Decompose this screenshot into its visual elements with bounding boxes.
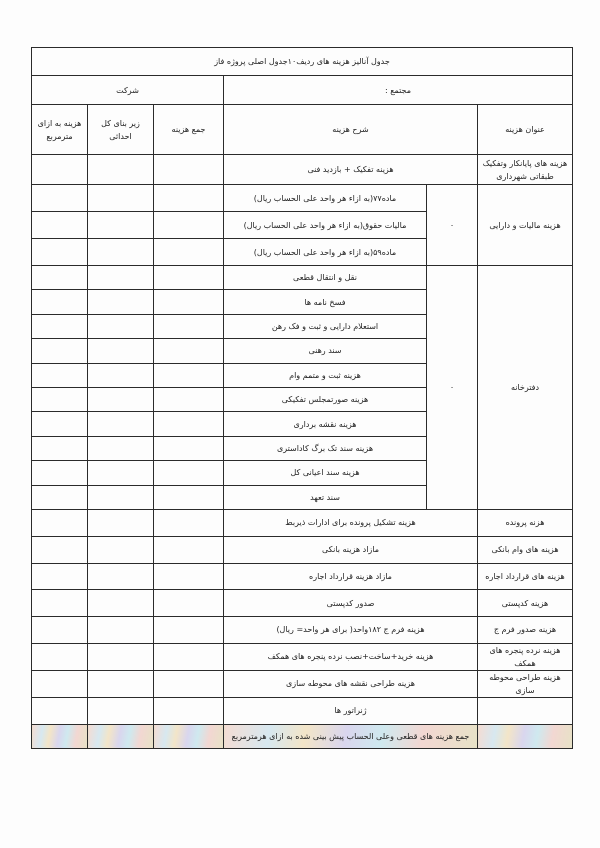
cost-per-sqm-cell[interactable] bbox=[32, 266, 88, 290]
header-cost-title: عنوان هزینه bbox=[478, 105, 573, 155]
item-description: فسخ نامه ها bbox=[224, 290, 427, 314]
group-title: هزینه های وام بانکی bbox=[478, 536, 573, 563]
built-area-cell[interactable] bbox=[88, 185, 154, 212]
item-description: هزینه نقشه برداری bbox=[224, 412, 427, 436]
cost-per-sqm-cell[interactable] bbox=[32, 155, 88, 185]
built-area-cell[interactable] bbox=[88, 387, 154, 411]
cost-total-cell[interactable] bbox=[154, 590, 224, 617]
company-label: شرکت bbox=[32, 76, 224, 105]
cost-per-sqm-cell[interactable] bbox=[32, 536, 88, 563]
table-row bbox=[32, 643, 573, 670]
built-area-cell[interactable] bbox=[88, 509, 154, 536]
item-description: مازاد هزینه بانکی bbox=[224, 536, 478, 563]
cost-per-sqm-cell[interactable] bbox=[32, 485, 88, 509]
group-value: ۰ bbox=[427, 266, 478, 510]
group-title: هزینه طراحی محوطه سازی bbox=[478, 670, 573, 697]
cost-total-cell[interactable] bbox=[154, 155, 224, 185]
group-title: هزینه کدپستی bbox=[478, 590, 573, 617]
table-row bbox=[32, 266, 573, 290]
cost-total-cell[interactable] bbox=[154, 461, 224, 485]
cost-per-sqm-cell[interactable] bbox=[32, 387, 88, 411]
footer-cost-per-sqm-cell[interactable] bbox=[32, 724, 88, 748]
built-area-cell[interactable] bbox=[88, 670, 154, 697]
cost-total-cell[interactable] bbox=[154, 412, 224, 436]
item-description: ژنراتور ها bbox=[224, 697, 478, 724]
built-area-cell[interactable] bbox=[88, 412, 154, 436]
built-area-cell[interactable] bbox=[88, 436, 154, 460]
group-title: هزنه پرونده bbox=[478, 509, 573, 536]
cost-per-sqm-cell[interactable] bbox=[32, 239, 88, 266]
cost-analysis-table bbox=[31, 47, 573, 749]
cost-per-sqm-cell[interactable] bbox=[32, 363, 88, 387]
item-description: هزینه تفکیک + بازدید فنی bbox=[224, 155, 478, 185]
cost-total-cell[interactable] bbox=[154, 387, 224, 411]
item-description: سند تعهد bbox=[224, 485, 427, 509]
item-description: هزینه تشکیل پرونده برای ادارات ذیربط bbox=[224, 509, 478, 536]
cost-total-cell[interactable] bbox=[154, 509, 224, 536]
item-description: ماده۵۹(به ازاء هر واحد علی الحساب ریال) bbox=[224, 239, 427, 266]
group-title: هزینه نرده پنجره های همکف bbox=[478, 643, 573, 670]
cost-per-sqm-cell[interactable] bbox=[32, 509, 88, 536]
cost-total-cell[interactable] bbox=[154, 266, 224, 290]
footer-label: جمع هزینه های قطعی وعلی الحساب پیش بینی شده به ازای هرمترمربع bbox=[224, 724, 478, 748]
cost-total-cell[interactable] bbox=[154, 536, 224, 563]
built-area-cell[interactable] bbox=[88, 155, 154, 185]
cost-total-cell[interactable] bbox=[154, 697, 224, 724]
table-row bbox=[32, 563, 573, 590]
cost-per-sqm-cell[interactable] bbox=[32, 590, 88, 617]
cost-total-cell[interactable] bbox=[154, 436, 224, 460]
built-area-cell[interactable] bbox=[88, 536, 154, 563]
cost-per-sqm-cell[interactable] bbox=[32, 212, 88, 239]
item-description: هزینه طراحی نقشه های محوطه سازی bbox=[224, 670, 478, 697]
cost-per-sqm-cell[interactable] bbox=[32, 314, 88, 338]
cost-per-sqm-cell[interactable] bbox=[32, 290, 88, 314]
cost-per-sqm-cell[interactable] bbox=[32, 697, 88, 724]
group-value: ۰ bbox=[427, 185, 478, 266]
complex-company-row bbox=[32, 76, 573, 105]
group-title: هزینه های پایانکار وتفکیک طبقاتی شهرداری bbox=[478, 155, 573, 185]
header-cost-total: جمع هزینه bbox=[154, 105, 224, 155]
header-row bbox=[32, 105, 573, 155]
built-area-cell[interactable] bbox=[88, 314, 154, 338]
header-cost-per-sqm: هزینه به ازای مترمربع bbox=[32, 105, 88, 155]
item-description: مازاد هزینه قرارداد اجاره bbox=[224, 563, 478, 590]
cost-total-cell[interactable] bbox=[154, 617, 224, 644]
cost-total-cell[interactable] bbox=[154, 363, 224, 387]
table-row bbox=[32, 185, 573, 212]
footer-built-area-cell[interactable] bbox=[88, 724, 154, 748]
built-area-cell[interactable] bbox=[88, 239, 154, 266]
item-description: هزینه فرم ج ۱۸۲واحد( برای هر واحد= ریال) bbox=[224, 617, 478, 644]
table-row bbox=[32, 536, 573, 563]
cost-per-sqm-cell[interactable] bbox=[32, 339, 88, 363]
built-area-cell[interactable] bbox=[88, 563, 154, 590]
cost-per-sqm-cell[interactable] bbox=[32, 617, 88, 644]
cost-per-sqm-cell[interactable] bbox=[32, 461, 88, 485]
complex-label: مجتمع : bbox=[224, 76, 573, 105]
cost-per-sqm-cell[interactable] bbox=[32, 643, 88, 670]
built-area-cell[interactable] bbox=[88, 266, 154, 290]
built-area-cell[interactable] bbox=[88, 617, 154, 644]
item-description: صدور کدپستی bbox=[224, 590, 478, 617]
table-row bbox=[32, 670, 573, 697]
cost-total-cell[interactable] bbox=[154, 485, 224, 509]
cost-total-cell[interactable] bbox=[154, 212, 224, 239]
cost-per-sqm-cell[interactable] bbox=[32, 436, 88, 460]
item-description: هزینه ثبت و متمم وام bbox=[224, 363, 427, 387]
cost-per-sqm-cell[interactable] bbox=[32, 185, 88, 212]
title-row bbox=[32, 48, 573, 76]
item-description: استعلام دارایی و ثبت و فک رهن bbox=[224, 314, 427, 338]
item-description: هزینه خرید+ساخت+نصب نرده پنجره های همکف bbox=[224, 643, 478, 670]
cost-total-cell[interactable] bbox=[154, 314, 224, 338]
item-description: مالیات حقوق(به ازاء هر واحد علی الحساب ریال) bbox=[224, 212, 427, 239]
built-area-cell[interactable] bbox=[88, 590, 154, 617]
built-area-cell[interactable] bbox=[88, 643, 154, 670]
group-title: دفترخانه bbox=[478, 266, 573, 510]
footer-cost-total-cell[interactable] bbox=[154, 724, 224, 748]
cost-per-sqm-cell[interactable] bbox=[32, 563, 88, 590]
item-description: هزینه سند تک برگ کاداستری bbox=[224, 436, 427, 460]
table-row bbox=[32, 155, 573, 185]
built-area-cell[interactable] bbox=[88, 339, 154, 363]
built-area-cell[interactable] bbox=[88, 461, 154, 485]
cost-per-sqm-cell[interactable] bbox=[32, 412, 88, 436]
header-total-built-area: زیر بنای کل احداثی bbox=[88, 105, 154, 155]
item-description: سند رهنی bbox=[224, 339, 427, 363]
cost-total-cell[interactable] bbox=[154, 185, 224, 212]
table-row bbox=[32, 590, 573, 617]
header-cost-description: شرح هزینه bbox=[224, 105, 478, 155]
group-title: هزینه مالیات و دارایی bbox=[478, 185, 573, 266]
cost-per-sqm-cell[interactable] bbox=[32, 670, 88, 697]
cost-total-cell[interactable] bbox=[154, 563, 224, 590]
group-title: هزینه صدور فرم ج bbox=[478, 617, 573, 644]
footer-empty-title-cell bbox=[478, 724, 573, 748]
cost-total-cell[interactable] bbox=[154, 239, 224, 266]
table-row bbox=[32, 697, 573, 724]
table-row bbox=[32, 509, 573, 536]
cost-total-cell[interactable] bbox=[154, 643, 224, 670]
group-title: هزینه های قرارداد اجاره bbox=[478, 563, 573, 590]
built-area-cell[interactable] bbox=[88, 363, 154, 387]
table-title: جدول آنالیز هزینه های ردیف۱۰جدول اصلی پروژه فاز bbox=[32, 48, 573, 76]
item-description: نقل و انتقال قطعی bbox=[224, 266, 427, 290]
cost-total-cell[interactable] bbox=[154, 290, 224, 314]
built-area-cell[interactable] bbox=[88, 485, 154, 509]
table-row bbox=[32, 617, 573, 644]
built-area-cell[interactable] bbox=[88, 212, 154, 239]
item-description: ماده۷۷(به ازاء هر واحد علی الحساب ریال) bbox=[224, 185, 427, 212]
cost-total-cell[interactable] bbox=[154, 339, 224, 363]
footer-row bbox=[32, 724, 573, 748]
cost-total-cell[interactable] bbox=[154, 670, 224, 697]
group-title bbox=[478, 697, 573, 724]
built-area-cell[interactable] bbox=[88, 697, 154, 724]
item-description: هزینه صورتمجلس تفکیکی bbox=[224, 387, 427, 411]
built-area-cell[interactable] bbox=[88, 290, 154, 314]
item-description: هزینه سند اعیانی کل bbox=[224, 461, 427, 485]
